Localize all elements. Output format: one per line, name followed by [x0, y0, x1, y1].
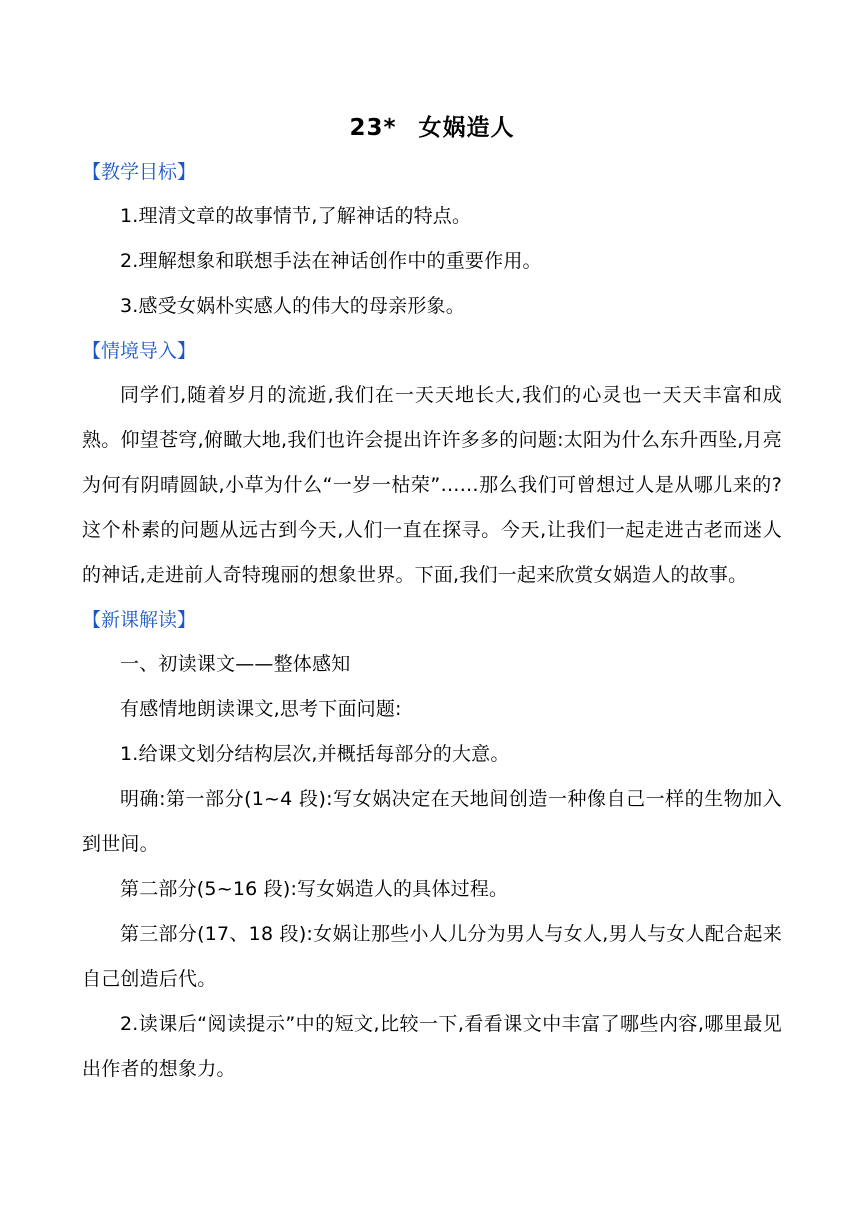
- title-text: 女娲造人: [418, 115, 515, 141]
- lesson-paragraph: 1.给课文划分结构层次,并概括每部分的大意。: [120, 743, 510, 765]
- document-page: [82, 108, 782, 1092]
- section-heading-lesson: 【新课解读】: [82, 609, 197, 631]
- lesson-paragraph: 一、初读课文——整体感知: [120, 653, 351, 675]
- objective-item: 2.理解想象和联想手法在神话创作中的重要作用。: [120, 250, 542, 272]
- lesson-paragraph: 第二部分(5~16 段):写女娲造人的具体过程。: [120, 878, 509, 900]
- lesson-paragraph: 第三部分(17、18 段):女娲让那些小人儿分为男人与女人,男人与女人配合起来自己创造后代。: [82, 923, 782, 990]
- lesson-paragraph: 2.读课后“阅读提示”中的短文,比较一下,看看课文中丰富了哪些内容,哪里最见出作者的想象力。: [82, 1013, 782, 1080]
- section-heading-objectives: 【教学目标】: [82, 161, 197, 183]
- lesson-paragraph: 有感情地朗读课文,思考下面问题:: [120, 698, 402, 720]
- objective-item: 1.理清文章的故事情节,了解神话的特点。: [120, 205, 472, 227]
- document-title: [82, 108, 782, 148]
- objective-item: 3.感受女娲朴实感人的伟大的母亲形象。: [120, 295, 465, 317]
- intro-paragraph: 同学们,随着岁月的流逝,我们在一天天地长大,我们的心灵也一天天丰富和成熟。仰望苍穹,俯瞰大地,我们也许会提出许许多多的问题:太阳为什么东升西坠,月亮为何有阴晴圆缺,小草为什么“一岁一枯荣”……那么我们可曾想过人是从哪儿来的?这个朴素的问题从远古到今天,人们一直在探寻。今天,让我们一起走进古老而迷人的神话,走进前人奇特瑰丽的想象世界。下面,我们一起来欣赏女娲造人的故事。: [82, 384, 782, 586]
- section-heading-intro: 【情境导入】: [82, 340, 197, 362]
- lesson-paragraph: 明确:第一部分(1~4 段):写女娲决定在天地间创造一种像自己一样的生物加入到世间。: [82, 788, 782, 855]
- title-number: 23*: [349, 115, 397, 141]
